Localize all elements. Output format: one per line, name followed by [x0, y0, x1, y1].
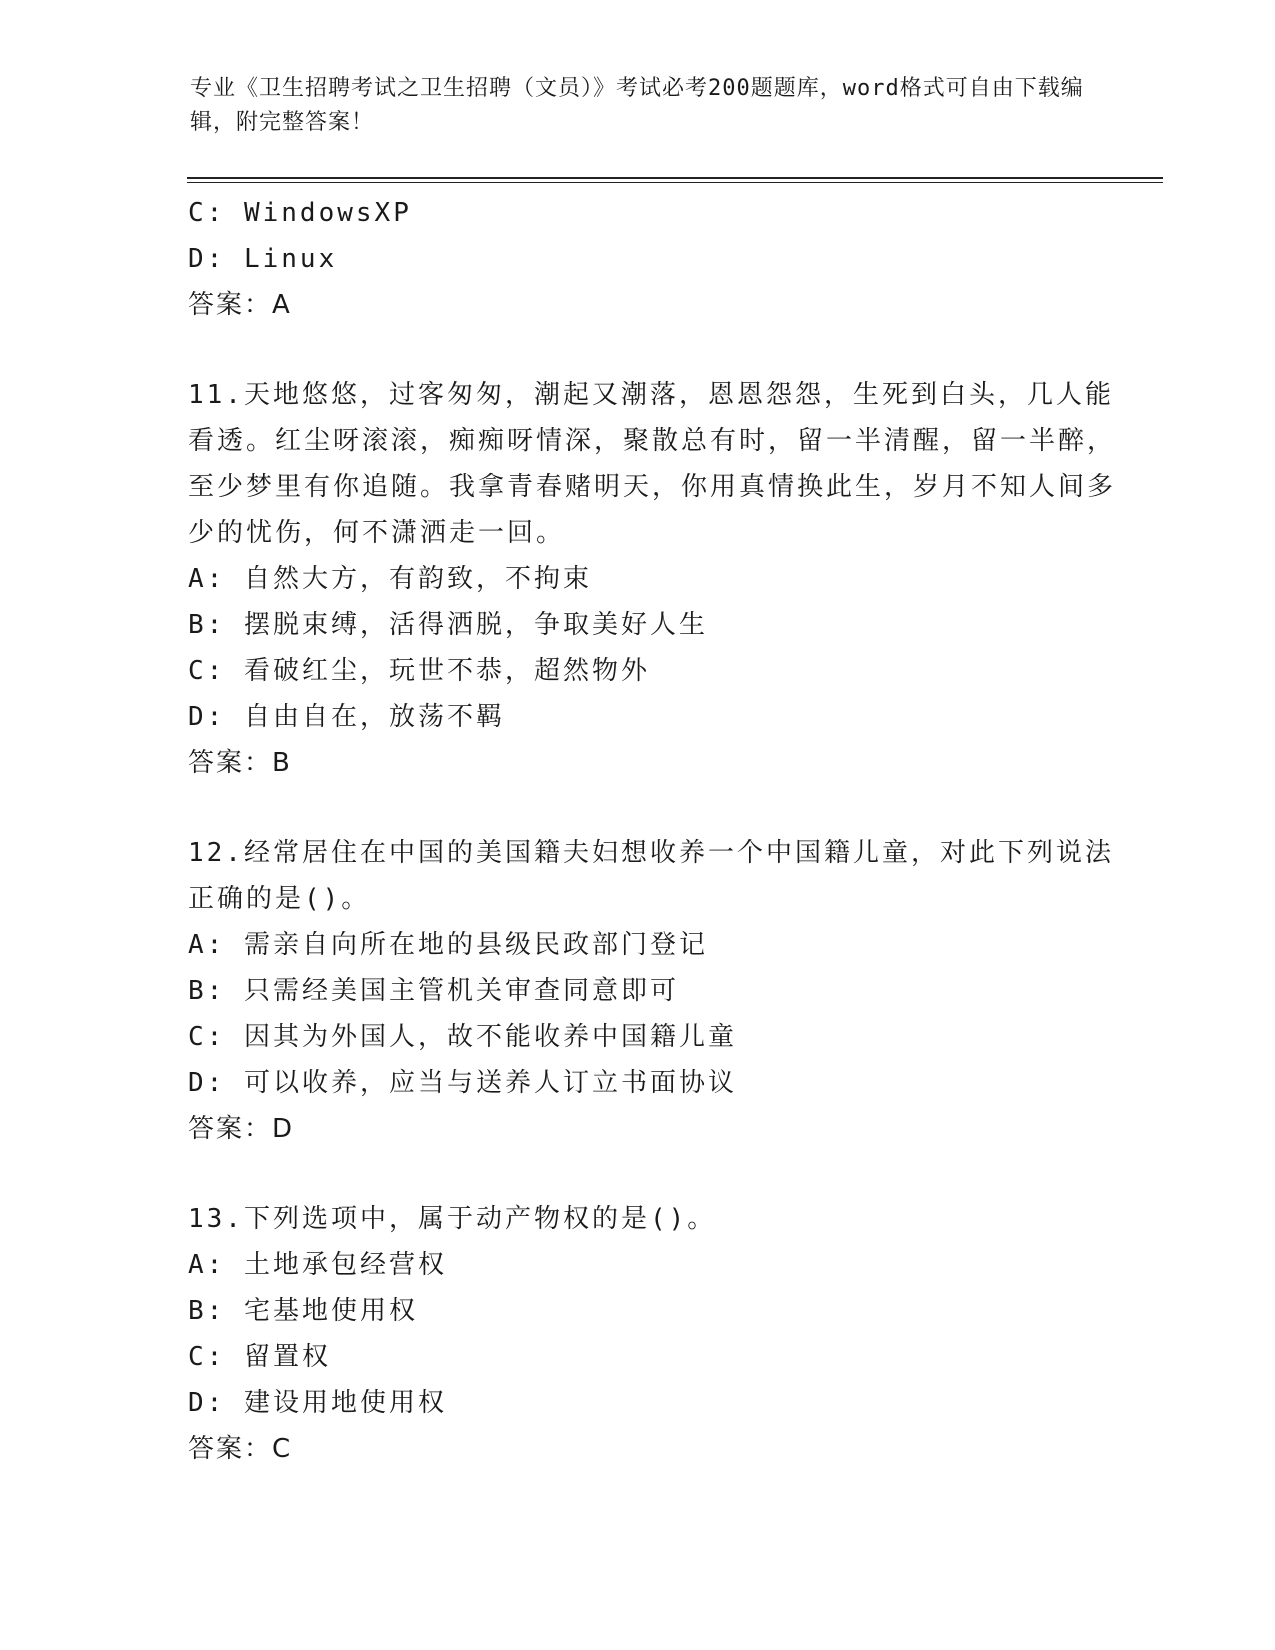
option-text: 自由自在，放荡不羁 — [243, 702, 505, 732]
answer-line: 答案：D — [188, 1114, 295, 1144]
option-c — [188, 1014, 1128, 1060]
option-text: 因其为外国人，故不能收养中国籍儿童 — [243, 1022, 737, 1052]
option-text: 看破红尘，玩世不恭，超然物外 — [243, 656, 650, 686]
option-label: D: — [188, 1068, 226, 1098]
option-text: 宅基地使用权 — [243, 1296, 418, 1326]
option-label: A: — [188, 564, 226, 594]
option-c — [188, 1334, 1128, 1380]
question-13 — [188, 1196, 1128, 1472]
option-text: WindowsXP — [243, 198, 412, 228]
option-c — [188, 190, 1128, 236]
option-c — [188, 648, 1128, 694]
option-label: B: — [188, 976, 226, 1006]
document-header: 专业《卫生招聘考试之卫生招聘（文员）》考试必考200题题库，word格式可自由下载编辑，附完整答案！ — [190, 76, 1084, 135]
question-stem: 11.天地悠悠，过客匆匆，潮起又潮落，恩恩怨怨，生死到白头，几人能看透。红尘呀滚滚，痴痴呀情深，聚散总有时，留一半清醒，留一半醉，至少梦里有你追随。我拿青春赌明天，你用真情换此生，岁月不知人间多少的忧伤，何不潇洒走一回。 — [188, 380, 1117, 548]
option-text: 摆脱束缚，活得洒脱，争取美好人生 — [243, 610, 708, 640]
question-stem: 13.下列选项中，属于动产物权的是()。 — [188, 1204, 717, 1234]
answer-line: 答案：C — [188, 1434, 293, 1464]
option-label: D: — [188, 702, 226, 732]
option-d — [188, 1060, 1128, 1106]
option-b — [188, 968, 1128, 1014]
question-stem: 12.经常居住在中国的美国籍夫妇想收养一个中国籍儿童，对此下列说法正确的是()。 — [188, 838, 1114, 914]
option-label: C: — [188, 1342, 226, 1372]
option-text: 可以收养，应当与送养人订立书面协议 — [243, 1068, 737, 1098]
option-a — [188, 556, 1128, 602]
prev-question — [188, 190, 1128, 328]
option-label: D: — [188, 244, 226, 274]
question-11 — [188, 372, 1128, 786]
option-b — [188, 602, 1128, 648]
option-text: 土地承包经营权 — [243, 1250, 447, 1280]
option-d — [188, 236, 1128, 282]
option-d — [188, 1380, 1128, 1426]
option-text: 自然大方，有韵致，不拘束 — [243, 564, 592, 594]
question-12 — [188, 830, 1128, 1152]
option-a — [188, 922, 1128, 968]
option-text: 只需经美国主管机关审查同意即可 — [243, 976, 679, 1006]
option-text: Linux — [243, 244, 338, 274]
option-text: 留置权 — [243, 1342, 331, 1372]
option-d — [188, 694, 1128, 740]
answer-line: 答案：A — [188, 290, 292, 320]
option-label: B: — [188, 1296, 226, 1326]
option-label: A: — [188, 930, 226, 960]
option-label: A: — [188, 1250, 226, 1280]
answer-line: 答案：B — [188, 748, 292, 778]
question-content — [188, 190, 1128, 1472]
option-label: C: — [188, 1022, 226, 1052]
header-rule-thick — [187, 177, 1163, 179]
option-text: 建设用地使用权 — [243, 1388, 447, 1418]
option-b — [188, 1288, 1128, 1334]
option-text: 需亲自向所在地的县级民政部门登记 — [243, 930, 708, 960]
option-label: C: — [188, 198, 226, 228]
option-a — [188, 1242, 1128, 1288]
header-rule-thin — [187, 182, 1163, 183]
option-label: D: — [188, 1388, 226, 1418]
option-label: B: — [188, 610, 226, 640]
option-label: C: — [188, 656, 226, 686]
